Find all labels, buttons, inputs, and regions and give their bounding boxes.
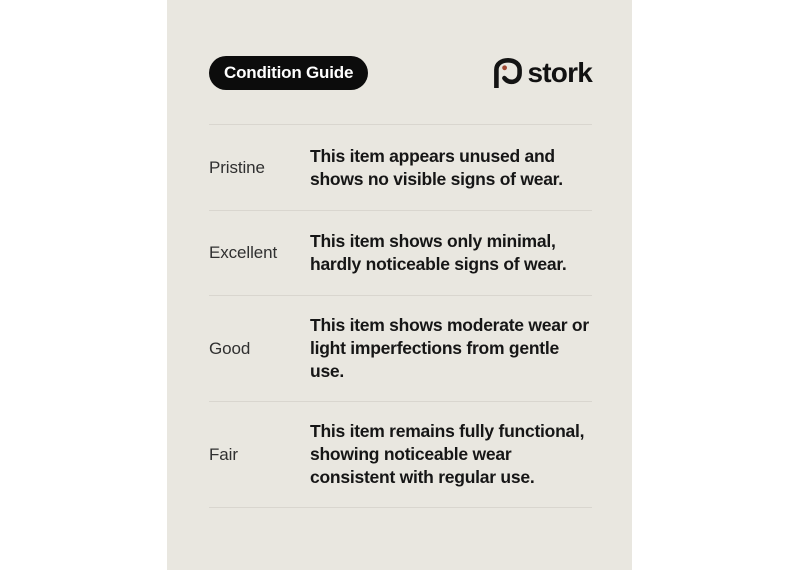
stork-logo-icon — [494, 58, 522, 88]
description-line: showing noticeable wear — [310, 444, 512, 464]
condition-description — [310, 314, 592, 383]
condition-description — [310, 230, 592, 276]
condition-label: Pristine — [209, 157, 265, 177]
description-line: shows no visible signs of wear. — [310, 168, 563, 189]
description-line: light imperfections from gentle — [310, 338, 559, 358]
description-line: hardly noticeable signs of wear. — [310, 254, 567, 274]
card-header — [209, 56, 592, 90]
stork-logo — [494, 58, 592, 88]
condition-label: Excellent — [209, 243, 278, 262]
description-line: This item appears unused and — [310, 145, 555, 166]
condition-guide-card — [167, 0, 632, 570]
description-line: This item shows moderate wear or — [310, 315, 589, 335]
condition-row-excellent — [209, 210, 592, 295]
description-line: consistent with regular use. — [310, 467, 535, 487]
condition-label: Good — [209, 338, 251, 358]
condition-guide-button[interactable]: Condition Guide — [209, 56, 368, 90]
condition-description — [310, 420, 592, 489]
description-line: This item shows only minimal, — [310, 231, 556, 251]
description-line: use. — [310, 361, 345, 381]
condition-description — [310, 145, 592, 191]
condition-row-pristine — [209, 124, 592, 210]
conditions-table — [209, 124, 592, 508]
logo-dot — [502, 65, 507, 70]
description-line: This item remains fully functional, — [310, 421, 585, 441]
condition-row-good — [209, 295, 592, 401]
condition-label: Fair — [209, 444, 238, 464]
stork-wordmark: stork — [527, 57, 592, 88]
condition-row-fair — [209, 401, 592, 508]
